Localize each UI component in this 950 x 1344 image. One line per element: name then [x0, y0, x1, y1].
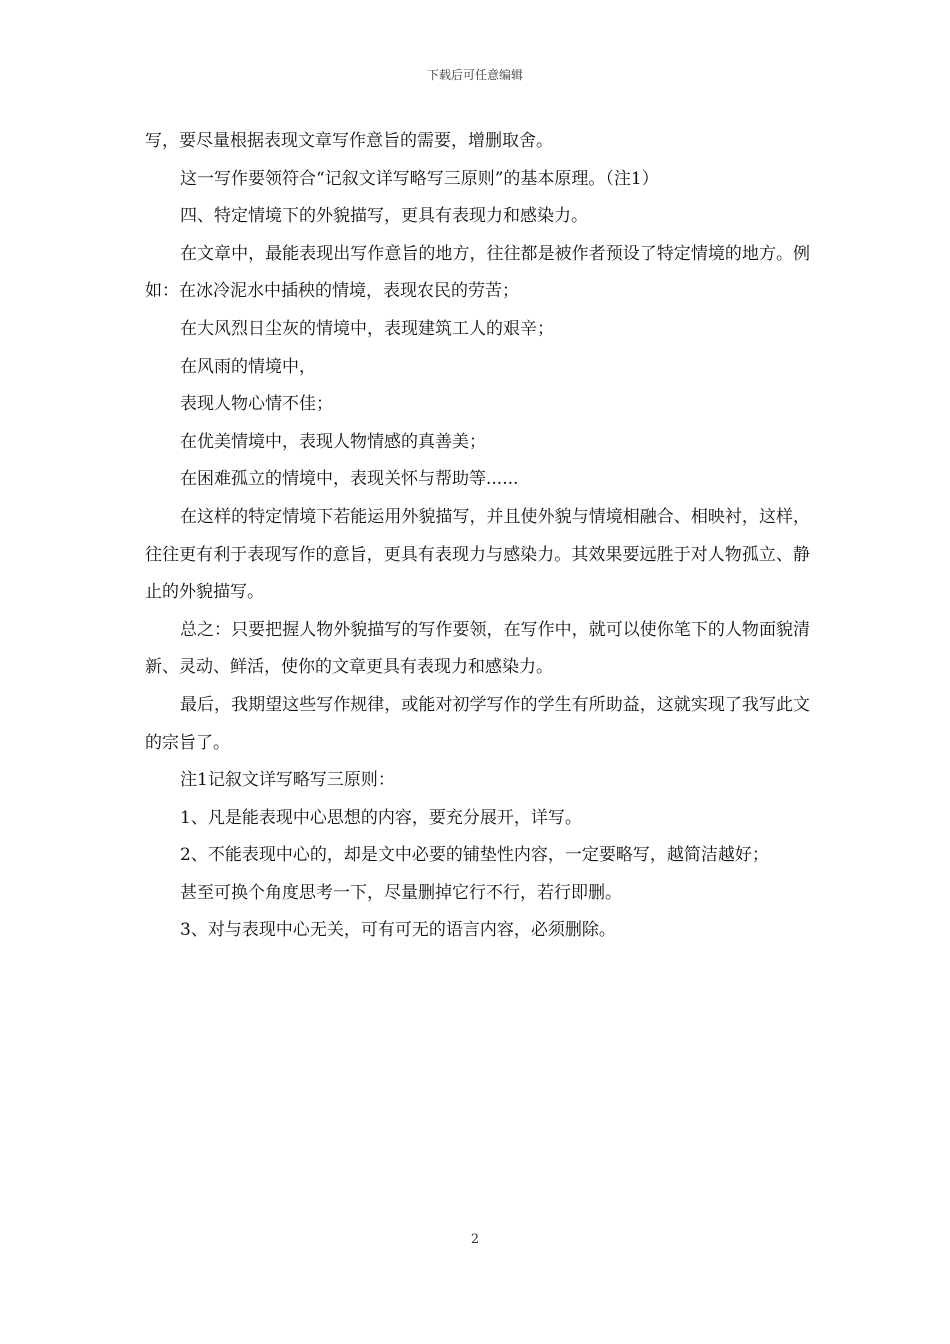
page-number: 2: [470, 1232, 480, 1247]
paragraph-continuation: 写，要尽量根据表现文章写作意旨的需要，增删取舍。: [145, 131, 553, 151]
paragraph-principle-note: 这一写作要领符合“记叙文详写略写三原则”的基本原理。（注1）: [180, 168, 659, 189]
note-item-2: 2、不能表现中心的，却是文中必要的铺垫性内容，一定要略写，越简洁越好；: [180, 845, 769, 866]
paragraph-closing: 最后，我期望这些写作规律，或能对初学写作的学生有所助益，这就实现了我写此文的宗旨了。: [145, 694, 810, 753]
note-item-3: 3、对与表现中心无关，可有可无的语言内容，必须删除。: [180, 920, 616, 941]
paragraph-context-example: 在文章中，最能表现出写作意旨的地方，往往都是被作者预设了特定情境的地方。例如：在冰冷泥水中插秧的情境，表现农民的劳苦；: [145, 243, 810, 302]
paragraph-example-help: 在困难孤立的情境中，表现关怀与帮助等......: [180, 469, 519, 490]
page-header: 下载后可任意编辑: [426, 68, 523, 82]
section-heading-four: 四、特定情境下的外貌描写，更具有表现力和感染力。: [180, 206, 588, 227]
paragraph-summary: 总之：只要把握人物外貌描写的写作要领，在写作中，就可以使你笔下的人物面貌清新、灵动、鲜活，使你的文章更具有表现力和感染力。: [145, 619, 810, 678]
paragraph-example-rain: 在风雨的情境中，: [180, 356, 316, 377]
document-body: [145, 123, 810, 950]
paragraph-example-mood: 表现人物心情不佳；: [180, 394, 333, 415]
note-item-1: 1、凡是能表现中心思想的内容，要充分展开，详写。: [180, 807, 582, 828]
paragraph-example-workers: 在大风烈日尘灰的情境中，表现建筑工人的艰辛；: [180, 318, 554, 339]
paragraph-example-beauty: 在优美情境中，表现人物情感的真善美；: [180, 431, 486, 452]
note-heading: 注1记叙文详写略写三原则：: [180, 770, 395, 791]
paragraph-effect: 在这样的特定情境下若能运用外貌描写，并且使外貌与情境相融合、相映衬，这样，往往更有利于表现写作的意旨，更具有表现力与感染力。其效果要远胜于对人物孤立、静止的外貌描写。: [145, 506, 810, 603]
note-item-2-continued: 甚至可换个角度思考一下，尽量删掉它行不行，若行即删。: [180, 882, 622, 903]
